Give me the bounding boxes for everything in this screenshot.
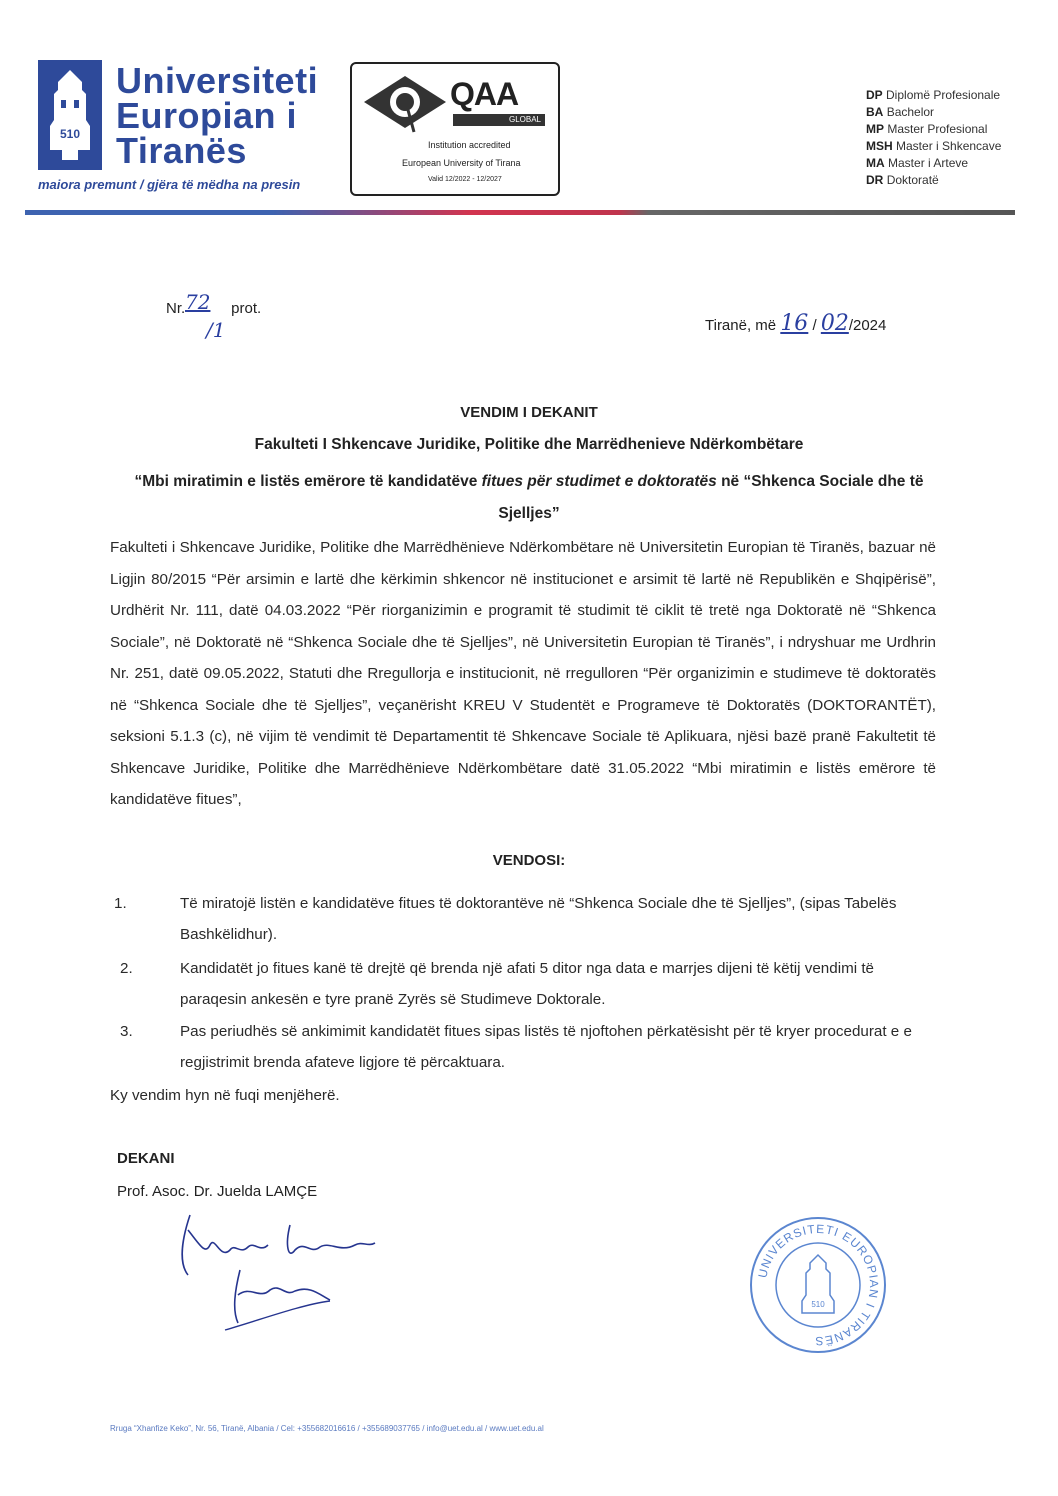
university-logo-emblem xyxy=(38,60,102,170)
date-month: 02 xyxy=(820,311,849,336)
qaa-accredited-text: Institution accredited xyxy=(428,140,511,150)
svg-text:510: 510 xyxy=(811,1300,825,1309)
degree-item: BA Bachelor xyxy=(866,105,935,119)
signatory-role: DEKANI xyxy=(117,1150,175,1167)
qaa-wordmark: QAA xyxy=(450,76,519,112)
svg-text:510: 510 xyxy=(59,127,81,141)
decides-heading: VENDOSI: xyxy=(492,852,566,869)
protocol-number: Nr. prot. xyxy=(166,300,262,317)
degree-item: DR Doktoratë xyxy=(866,173,939,187)
degree-item: DP Diplomë Profesionale xyxy=(866,88,1001,102)
footer-contact: Rruga “Xhanfize Keko”, Nr. 56, Tiranë, Albania / Cel: +355682016616 / +355689037765 / info@uet.edu.al / www.uet.edu.al xyxy=(110,1424,544,1433)
closing-statement: Ky vendim hyn në fuqi menjëherë. xyxy=(110,1087,340,1104)
decision-title: VENDIM I DEKANIT xyxy=(460,404,598,421)
degree-item: MA Master i Arteve xyxy=(866,156,969,170)
date-day: 16 xyxy=(780,311,809,336)
qaa-institution-text: European University of Tirana xyxy=(402,158,521,168)
degree-item: MP Master Profesional xyxy=(866,122,988,136)
preamble-paragraph: Fakulteti i Shkencave Juridike, Politike dhe Marrëdhënieve Ndërkombëtare në Universitetin Europian të Tiranës, bazuar në Ligjin 80/2015 “Për arsimin e lartë dhe kërkimin shkencor në institucionet e arsimit të lartë në Republikën e Shqipërisë”, Urdhërit Nr. 111, datë 04.03.2022 “Për riorganizimin e programit të studimit të ciklit të tretë nga Doktoratë në “Shkenca Sociale”, në Doktoratë në “Shkenca Sociale dhe të Sjelljes”, në Universitetin Europian të Tiranës”, i ndryshuar me Urdhrin Nr. 251, datë 09.05.2022, Statuti dhe Rregullorja e institucionit, në rregulloren “Për organizimin e studimeve të doktoratës në “Shkenca Sociale dhe të Sjelljes”, veçanërisht KREU V Studentët e Programeve të Doktoratës (DOKTORANTËT), seksioni 5.1.3 (c), në vijim të vendimit të Departamentit të Shkencave Sociale të Aplikuara, njësi bazë pranë Fakultetit të Shkencave Juridike, Politike dhe Marrëdhënieve Ndërkombëtare datë 31.05.2022 “Mbi miratimin e listës emërore të kandidatëve fitues”, xyxy=(110,539,936,808)
qaa-global-label: GLOBAL xyxy=(453,114,545,126)
header-divider xyxy=(25,210,1015,215)
signatory-name: Prof. Asoc. Dr. Juelda LAMÇE xyxy=(117,1183,318,1200)
university-seal-stamp xyxy=(748,1215,888,1355)
faculty-heading: Fakulteti I Shkencave Juridike, Politike dhe Marrëdhenieve Ndërkombëtare xyxy=(254,436,804,453)
protocol-subnumber-handwritten: /1 xyxy=(206,318,226,342)
qaa-diamond-icon xyxy=(362,74,448,136)
degree-item: MSH Master i Shkencave xyxy=(866,139,1002,153)
logo-tagline: maiora premunt / gjëra të mëdha na presin xyxy=(38,177,301,192)
document-date: Tiranë, më 16 / 02/2024 xyxy=(705,311,887,336)
protocol-number-handwritten: 72 xyxy=(185,290,211,314)
decision-subject: “Mbi miratimin e listës emërore të kandidatëve fitues për studimet e doktoratës në “Shkenca Sociale dhe të Sjelljes” xyxy=(134,473,924,522)
qaa-validity-text: Valid 12/2022 - 12/2027 xyxy=(428,176,502,183)
university-logo-wordmark: Universiteti Europian i Tiranës xyxy=(116,60,319,171)
degree-legend xyxy=(866,87,1001,189)
handwritten-signature xyxy=(170,1205,390,1335)
svg-text:UNIVERSITETI EUROPIAN I TIRANË: UNIVERSITETI EUROPIAN I TIRANËS xyxy=(755,1221,882,1349)
